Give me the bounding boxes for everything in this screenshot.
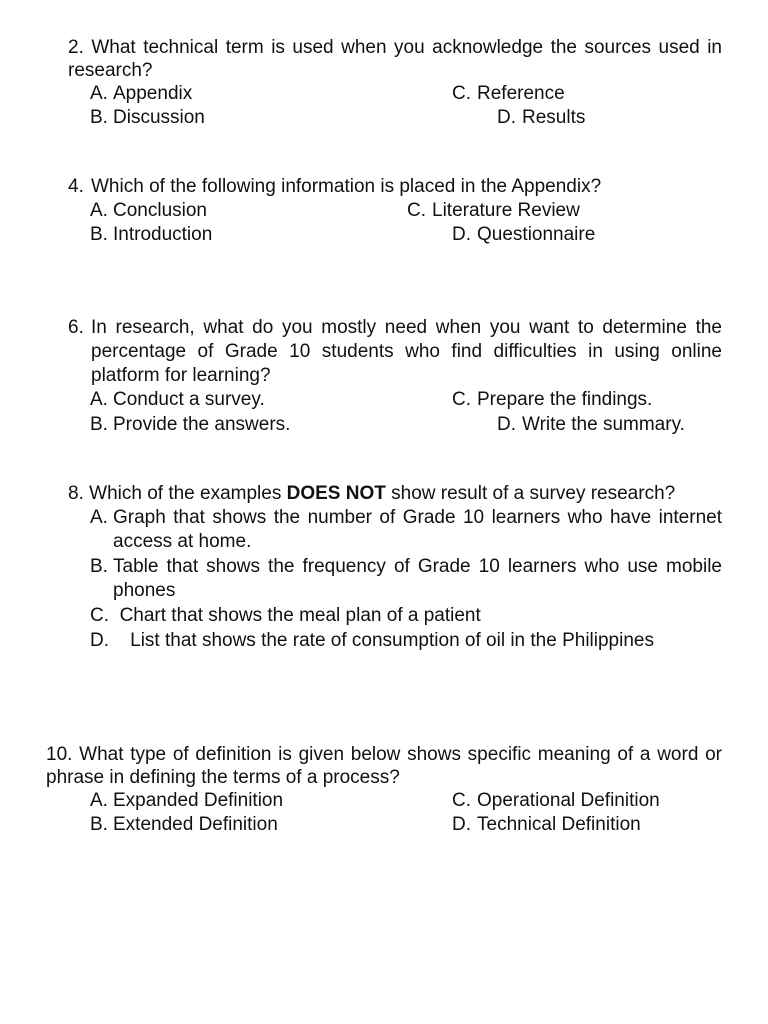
question-8	[68, 482, 722, 653]
option-text: Appendix	[113, 83, 193, 104]
option-letter: B.	[90, 814, 108, 835]
option-c	[452, 82, 565, 105]
option-d	[497, 106, 585, 129]
question-number: 6.	[68, 317, 84, 338]
option-c	[407, 199, 580, 222]
answer-options	[68, 506, 722, 653]
option-text: Technical Definition	[477, 814, 641, 835]
option-text: Expanded Definition	[113, 790, 284, 811]
option-a	[90, 82, 192, 105]
option-letter: D.	[452, 224, 471, 245]
option-d	[452, 223, 595, 246]
option-letter: D.	[90, 630, 109, 651]
question-stem	[46, 743, 722, 789]
answer-options	[68, 198, 722, 246]
option-text: Introduction	[113, 224, 213, 245]
option-letter: C.	[407, 200, 426, 221]
option-text: Conduct a survey.	[113, 389, 265, 410]
question-stem	[68, 482, 722, 505]
option-letter: A.	[90, 790, 108, 811]
question-stem	[68, 36, 722, 82]
question-stem	[68, 316, 722, 388]
option-c	[452, 789, 660, 812]
option-text: Provide the answers.	[113, 414, 291, 435]
option-text: Results	[522, 107, 586, 128]
option-text: Table that shows the frequency of Grade 10 learners who use mobile phones	[113, 556, 722, 601]
option-text: Reference	[477, 83, 565, 104]
option-letter: C.	[452, 790, 471, 811]
option-text: Discussion	[113, 107, 205, 128]
question-10	[46, 743, 722, 837]
option-letter: A.	[90, 389, 108, 410]
option-text: Conclusion	[113, 200, 207, 221]
option-text: Write the summary.	[522, 414, 685, 435]
question-text-after: show result of a survey research?	[391, 483, 676, 504]
question-number: 4.	[68, 176, 84, 197]
option-d	[90, 629, 722, 653]
option-d	[497, 413, 685, 436]
option-letter: D.	[497, 414, 516, 435]
option-text: Literature Review	[432, 200, 580, 221]
option-b	[90, 106, 205, 129]
option-text: Prepare the findings.	[477, 389, 653, 410]
emphasis-text: DOES NOT	[286, 483, 386, 504]
answer-options	[68, 388, 722, 438]
question-stem	[68, 175, 722, 198]
question-2	[68, 36, 722, 130]
option-letter: C.	[452, 83, 471, 104]
answer-options	[46, 789, 722, 837]
question-text: What technical term is used when you acknowledge the sources used in research?	[68, 37, 722, 81]
option-text: Extended Definition	[113, 814, 278, 835]
option-b	[90, 413, 290, 436]
question-text: Which of the following information is placed in the Appendix?	[91, 176, 602, 197]
option-letter: C.	[90, 605, 109, 626]
option-b	[90, 813, 278, 836]
option-text: Questionnaire	[477, 224, 596, 245]
option-letter: A.	[90, 200, 108, 221]
option-letter: A.	[90, 507, 108, 528]
option-letter: D.	[497, 107, 516, 128]
option-a	[90, 506, 722, 554]
option-b	[90, 555, 722, 603]
answer-options	[68, 82, 722, 130]
option-text: Operational Definition	[477, 790, 660, 811]
option-text: Chart that shows the meal plan of a patient	[119, 605, 481, 626]
option-a	[90, 789, 283, 812]
option-text: List that shows the rate of consumption of oil in the Philippines	[130, 630, 654, 651]
option-letter: C.	[452, 389, 471, 410]
question-text: What type of definition is given below shows specific meaning of a word or phrase in defining the terms of a process?	[46, 744, 722, 788]
question-4	[68, 175, 722, 246]
question-number: 2.	[68, 37, 84, 58]
question-text: In research, what do you mostly need when you want to determine the percentage of Grade 10 students who find difficulties in using online platform for learning?	[91, 317, 722, 386]
question-text-before: Which of the examples	[89, 483, 282, 504]
option-a	[90, 388, 265, 411]
question-6	[68, 316, 722, 438]
option-letter: B.	[90, 414, 108, 435]
option-letter: B.	[90, 556, 108, 577]
option-b	[90, 223, 212, 246]
option-letter: D.	[452, 814, 471, 835]
option-text: Graph that shows the number of Grade 10 learners who have internet access at home.	[113, 507, 722, 552]
option-a	[90, 199, 207, 222]
option-d	[452, 813, 641, 836]
option-c	[90, 604, 722, 628]
option-letter: B.	[90, 224, 108, 245]
question-number: 8.	[68, 483, 84, 504]
option-letter: B.	[90, 107, 108, 128]
question-number: 10.	[46, 744, 73, 765]
option-c	[452, 388, 652, 411]
option-letter: A.	[90, 83, 108, 104]
